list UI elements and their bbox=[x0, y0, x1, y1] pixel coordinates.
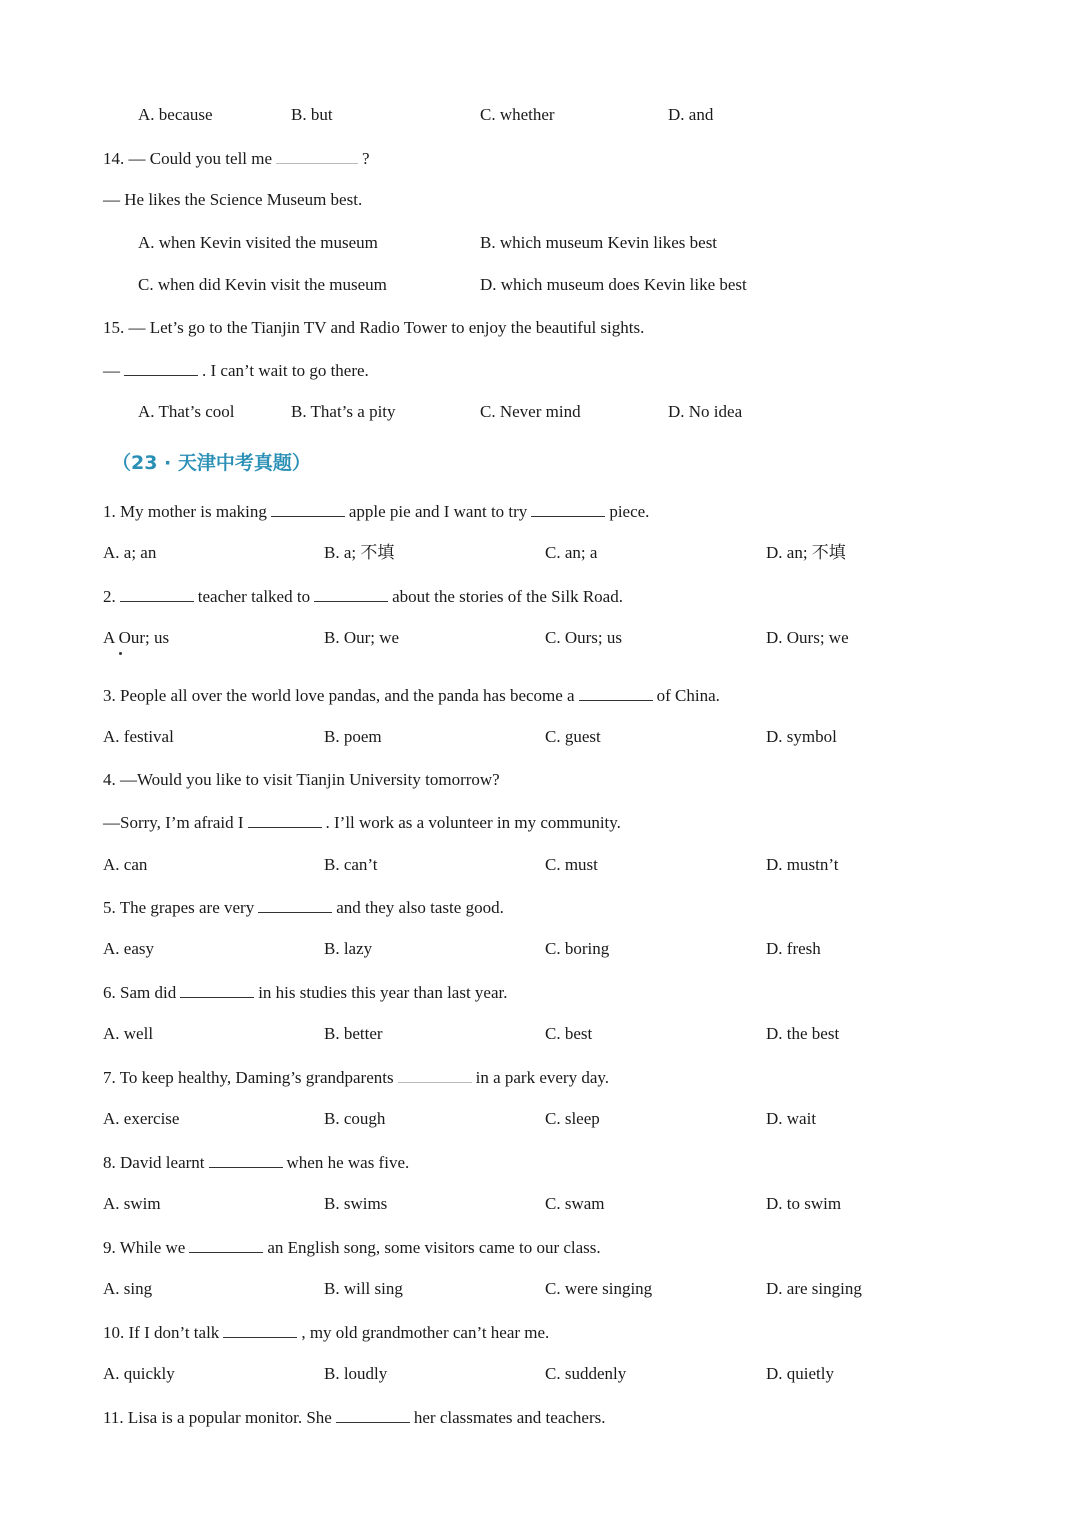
q8-option-c: C. swam bbox=[545, 1194, 605, 1213]
q4-option-b: B. can’t bbox=[324, 855, 378, 874]
q2-blank-2 bbox=[314, 585, 388, 602]
q15-reply-dash: — bbox=[103, 361, 120, 380]
q2-number: 2. bbox=[103, 587, 116, 606]
prev-option-a: A. because bbox=[138, 105, 213, 124]
q6-option-b: B. better bbox=[324, 1024, 383, 1043]
q5-option-c: C. boring bbox=[545, 939, 610, 958]
q5-option-a: A. easy bbox=[103, 939, 154, 958]
q15-option-a: A. That’s cool bbox=[138, 402, 235, 421]
q14-reply: — He likes the Science Museum best. bbox=[103, 190, 363, 209]
q10-option-c: C. suddenly bbox=[545, 1364, 627, 1383]
q5-option-d: D. fresh bbox=[766, 939, 821, 958]
q10-number: 10. bbox=[103, 1323, 125, 1342]
q3-text-1: People all over the world love pandas, and the panda has become a bbox=[120, 686, 575, 705]
q3-option-c: C. guest bbox=[545, 727, 601, 746]
q9-option-b: B. will sing bbox=[324, 1279, 403, 1298]
q1-option-b: B. a; 不填 bbox=[324, 543, 395, 562]
q14-stem-text: 14. — Could you tell me bbox=[103, 149, 273, 168]
q6-text-2: in his studies this year than last year. bbox=[258, 983, 508, 1002]
prev-option-b: B. but bbox=[291, 105, 333, 124]
q8-text-1: David learnt bbox=[120, 1153, 205, 1172]
q8-blank bbox=[209, 1151, 283, 1168]
q9-number: 9. bbox=[103, 1238, 116, 1257]
q2-blank-1 bbox=[120, 585, 194, 602]
q2-text-2: teacher talked to bbox=[197, 587, 311, 606]
q15-reply-text: . I can’t wait to go there. bbox=[202, 361, 369, 380]
q4-stem bbox=[103, 769, 500, 791]
q15-option-c: C. Never mind bbox=[480, 402, 581, 421]
q3-option-d: D. symbol bbox=[766, 727, 837, 746]
q11-stem bbox=[103, 1406, 606, 1429]
q4-option-d: D. mustn’t bbox=[766, 855, 839, 874]
q5-option-b: B. lazy bbox=[324, 939, 373, 958]
q4-number: 4. bbox=[103, 770, 116, 789]
q5-blank bbox=[258, 896, 332, 913]
q8-option-b: B. swims bbox=[324, 1194, 388, 1213]
q1-option-a: A. a; an bbox=[103, 543, 157, 562]
q1-text-1: My mother is making bbox=[120, 502, 267, 521]
q4-text: —Would you like to visit Tianjin University tomorrow? bbox=[120, 770, 500, 789]
q7-blank bbox=[398, 1066, 472, 1083]
q10-option-b: B. loudly bbox=[324, 1364, 388, 1383]
q8-text-2: when he was five. bbox=[286, 1153, 410, 1172]
q11-blank bbox=[336, 1406, 410, 1423]
q14-option-b: B. which museum Kevin likes best bbox=[480, 233, 718, 252]
q1-blank-1 bbox=[271, 500, 345, 517]
q2-option-b: B. Our; we bbox=[324, 628, 400, 647]
q7-text-1: To keep healthy, Daming’s grandparents bbox=[119, 1068, 394, 1087]
section-title: （23 · 天津中考真题） bbox=[112, 452, 311, 474]
q1-text-2: apple pie and I want to try bbox=[348, 502, 528, 521]
q2-option-c: C. Ours; us bbox=[545, 628, 622, 647]
q11-text-1: Lisa is a popular monitor. She bbox=[127, 1408, 332, 1427]
q10-text-1: If I don’t talk bbox=[128, 1323, 220, 1342]
q10-option-d: D. quietly bbox=[766, 1364, 834, 1383]
q7-text-2: in a park every day. bbox=[475, 1068, 610, 1087]
prev-option-c: C. whether bbox=[480, 105, 555, 124]
q6-stem bbox=[103, 981, 508, 1004]
q14-stem-end: ? bbox=[362, 149, 370, 168]
q6-text-1: Sam did bbox=[120, 983, 177, 1002]
q4-option-a: A. can bbox=[103, 855, 148, 874]
q8-option-d: D. to swim bbox=[766, 1194, 842, 1213]
stray-dot bbox=[119, 652, 122, 655]
q7-option-b: B. cough bbox=[324, 1109, 386, 1128]
q10-text-2: , my old grandmother can’t hear me. bbox=[301, 1323, 550, 1342]
q10-blank bbox=[223, 1321, 297, 1338]
q6-option-c: C. best bbox=[545, 1024, 593, 1043]
q5-text-1: The grapes are very bbox=[119, 898, 255, 917]
q14-stem bbox=[103, 147, 370, 170]
q4-reply-text-2: . I’ll work as a volunteer in my community. bbox=[325, 813, 621, 832]
q1-stem bbox=[103, 500, 649, 523]
q6-option-a: A. well bbox=[103, 1024, 154, 1043]
q8-number: 8. bbox=[103, 1153, 116, 1172]
q9-option-a: A. sing bbox=[103, 1279, 153, 1298]
q4-blank bbox=[248, 811, 322, 828]
q4-reply-text-1: —Sorry, I’m afraid I bbox=[103, 813, 244, 832]
q2-option-d: D. Ours; we bbox=[766, 628, 849, 647]
q15-blank bbox=[124, 359, 198, 376]
q15-reply bbox=[103, 359, 369, 382]
q2-text-3: about the stories of the Silk Road. bbox=[392, 587, 623, 606]
q10-stem bbox=[103, 1321, 549, 1344]
q2-option-a: A Our; us bbox=[103, 628, 170, 647]
q4-option-c: C. must bbox=[545, 855, 598, 874]
q1-number: 1. bbox=[103, 502, 116, 521]
q11-text-2: her classmates and teachers. bbox=[413, 1408, 606, 1427]
q5-stem bbox=[103, 896, 504, 919]
q7-option-a: A. exercise bbox=[103, 1109, 180, 1128]
q9-option-d: D. are singing bbox=[766, 1279, 862, 1298]
q5-text-2: and they also taste good. bbox=[336, 898, 504, 917]
q11-number: 11. bbox=[103, 1408, 124, 1427]
q9-blank bbox=[189, 1236, 263, 1253]
q14-option-d: D. which museum does Kevin like best bbox=[480, 275, 747, 294]
q15-option-d: D. No idea bbox=[668, 402, 743, 421]
q6-number: 6. bbox=[103, 983, 116, 1002]
q1-blank-2 bbox=[531, 500, 605, 517]
q1-option-d: D. an; 不填 bbox=[766, 543, 846, 562]
q6-option-d: D. the best bbox=[766, 1024, 840, 1043]
q14-option-a: A. when Kevin visited the museum bbox=[138, 233, 378, 252]
q3-stem bbox=[103, 684, 720, 707]
q7-option-c: C. sleep bbox=[545, 1109, 600, 1128]
q4-reply bbox=[103, 811, 621, 834]
q14-blank bbox=[276, 147, 358, 164]
q5-number: 5. bbox=[103, 898, 116, 917]
q1-option-c: C. an; a bbox=[545, 543, 598, 562]
q1-text-3: piece. bbox=[609, 502, 650, 521]
q3-blank bbox=[579, 684, 653, 701]
q9-stem bbox=[103, 1236, 601, 1259]
q15-option-b: B. That’s a pity bbox=[291, 402, 396, 421]
q8-stem bbox=[103, 1151, 409, 1174]
q9-text-2: an English song, some visitors came to our class. bbox=[267, 1238, 601, 1257]
q15-stem: 15. — Let’s go to the Tianjin TV and Radio Tower to enjoy the beautiful sights. bbox=[103, 318, 645, 337]
q6-blank bbox=[180, 981, 254, 998]
q7-number: 7. bbox=[103, 1068, 116, 1087]
q10-option-a: A. quickly bbox=[103, 1364, 175, 1383]
q14-option-c: C. when did Kevin visit the museum bbox=[138, 275, 387, 294]
q3-number: 3. bbox=[103, 686, 116, 705]
q3-option-a: A. festival bbox=[103, 727, 174, 746]
q7-stem bbox=[103, 1066, 609, 1089]
q2-stem bbox=[103, 585, 623, 608]
q9-option-c: C. were singing bbox=[545, 1279, 653, 1298]
q3-text-2: of China. bbox=[656, 686, 720, 705]
q7-option-d: D. wait bbox=[766, 1109, 817, 1128]
q9-text-1: While we bbox=[119, 1238, 186, 1257]
q8-option-a: A. swim bbox=[103, 1194, 161, 1213]
prev-option-d: D. and bbox=[668, 105, 714, 124]
q3-option-b: B. poem bbox=[324, 727, 382, 746]
